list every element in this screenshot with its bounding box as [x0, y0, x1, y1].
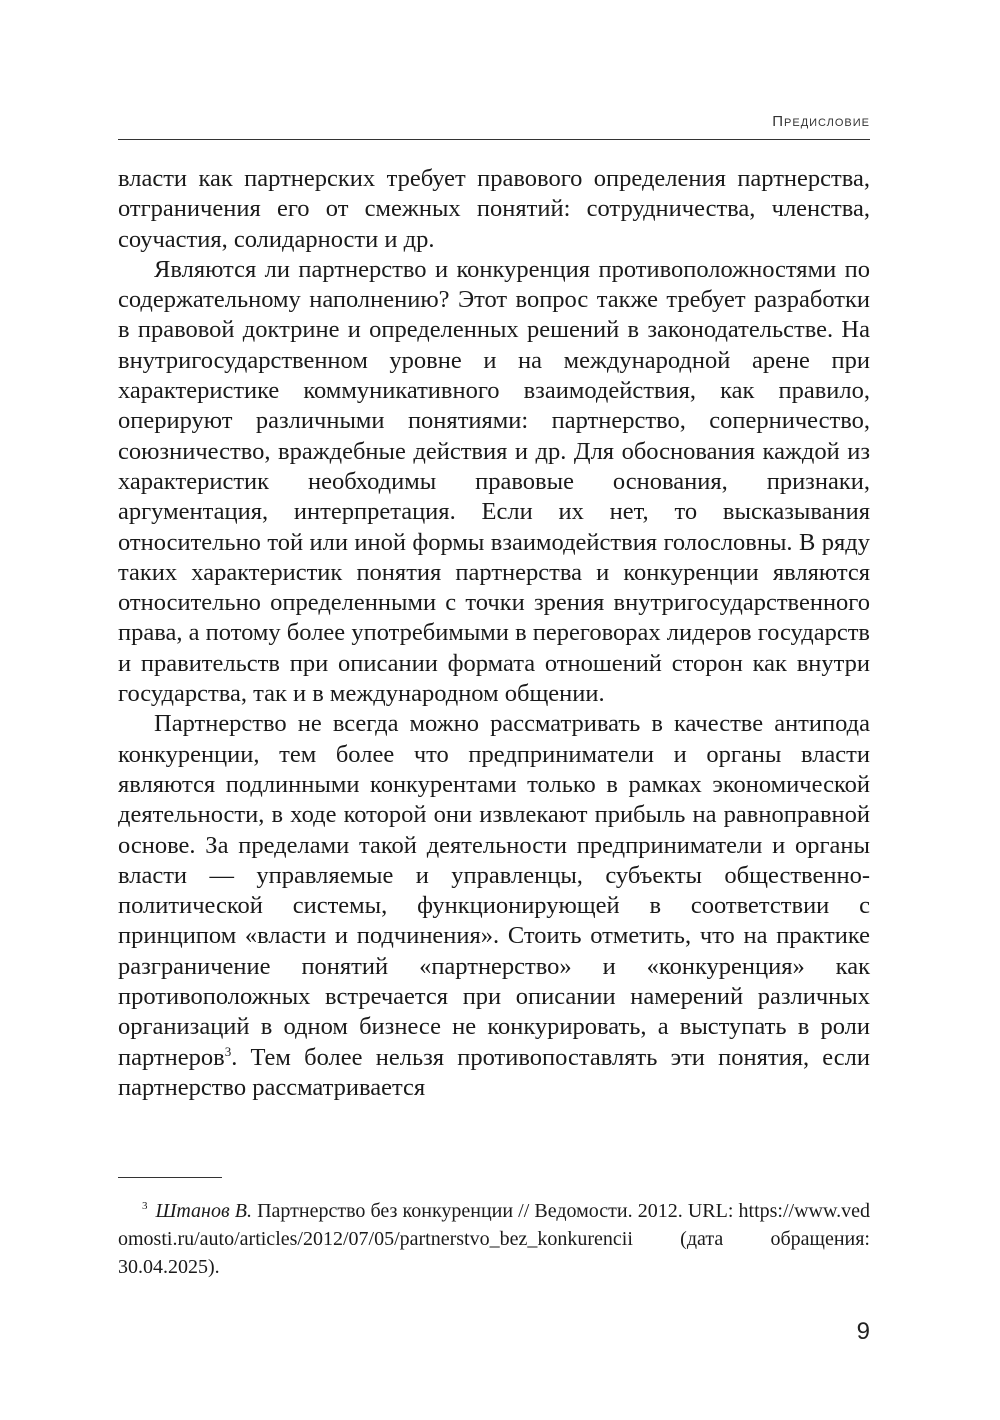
footnote-url[interactable]: https://www.vedomosti.ru/auto/articles/2012/07/05/partnerstvo_bez_konkurencii	[118, 1200, 870, 1250]
footnote-number: 3	[142, 1200, 148, 1213]
paragraph-3-text: Партнерство не всегда можно рассматривать в качестве антипода конкуренции, тем более что предприниматели и органы власти являются подлинными конкурентами только в рамках экономической деятельности, в ходе которой они извлекают прибыль на равноправной основе. За пределами такой деятельности предприниматели и органы власти — управляемые и управленцы, субъекты общественно-политической системы, функционирующей в соответствии с принципом «власти и подчинения». Стоить отметить, что на практике разграничение понятий «партнерство» и «конкуренция» как противоположных встречается при описании намерений различных организаций в одном бизнесе не конкурировать, а выступать в роли партнеров	[118, 710, 870, 1071]
running-head	[118, 113, 870, 140]
paragraph-3-tail: . Тем более нельзя противопоставлять эти понятия, если партнерство рассматривается	[118, 1043, 870, 1101]
page-number: 9	[856, 1318, 870, 1345]
footnote	[118, 1197, 870, 1281]
paragraph-3	[118, 709, 870, 1103]
footnote-reference[interactable]: 3	[224, 1043, 232, 1059]
footnote-author: Штанов В.	[155, 1200, 252, 1222]
paragraph-2: Являются ли партнерство и конкуренция противоположностями по содержательному наполнению? Этот вопрос также требует разработки в правовой доктрине и определенных решений в законодательстве. На внутригосударственном уровне и на международной арене при характеристике коммуникативного взаимодействия, как правило, оперируют различными понятиями: партнерство, соперничество, союзничество, враждебные действия и др. Для обоснования каждой из характеристик необходимы правовые основания, признаки, аргументация, интерпретация. Если их нет, то высказывания относительно той или иной формы взаимодействия голословны. В ряду таких характеристик понятия партнерства и конкуренции являются относительно определенными с точки зрения внутригосударственного права, а потому более употребимыми в переговорах лидеров государств и правительств при описании формата отношений сторон как внутри государства, так и в международном общении.	[118, 255, 870, 708]
main-text	[118, 164, 870, 1103]
paragraph-1: власти как партнерских требует правового определения партнерства, отграничения его от смежных понятий: сотрудничества, членства, соучастия, солидарности и др.	[118, 165, 870, 253]
footnote-text: Партнерство без конкуренции // Ведомости. 2012. URL:	[251, 1200, 739, 1222]
running-head-text: Предисловие	[772, 113, 870, 130]
footnote-divider	[118, 1177, 222, 1178]
footnote-access-date: (дата обращения: 30.04.2025).	[118, 1228, 870, 1278]
